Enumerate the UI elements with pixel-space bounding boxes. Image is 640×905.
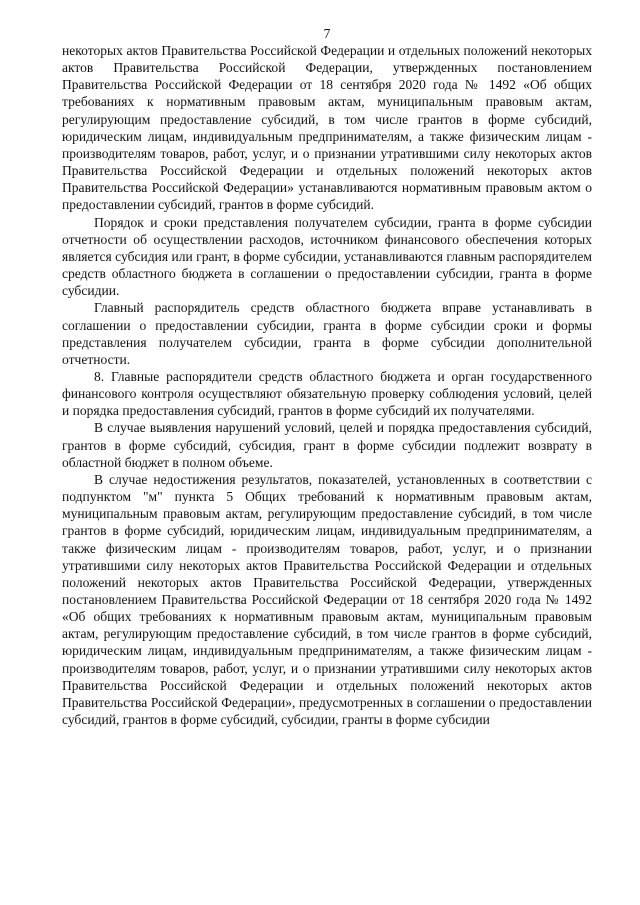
page-number: 7 <box>323 26 331 41</box>
paragraph-4: 8. Главные распорядители средств областного бюджета и орган государственного финансового контроля осуществляют обязательную проверку соблюдения условий, целей и порядка предоставления субсидий, грантов в форме субсидий их получателями. <box>62 368 592 419</box>
document-body <box>62 42 592 728</box>
paragraph-3: Главный распорядитель средств областного бюджета вправе устанавливать в соглашении о предоставлении субсидии, гранта в форме субсидии сроки и формы представления получателем субсидии, гранта в форме субсидии дополнительной отчетности. <box>62 300 592 367</box>
paragraph-2: Порядок и сроки представления получателем субсидии, гранта в форме субсидии отчетности об осуществлении расходов, источником финансового обеспечения которых является субсидия или грант, в форме субсидии, устанавливаются главным распорядителем средств областного бюджета в соглашении о предоставлении субсидии, гранта в форме субсидии. <box>62 214 592 299</box>
paragraph-1: некоторых актов Правительства Российской Федерации и отдельных положений некоторых актов Правительства Российской Федерации, утвержденных постановлением Правительства Российской Федерации от 18 сентября 2020 года № 1492 «Об общих требованиях к нормативным правовым актам, муниципальным правовым актам, регулирующим предоставление субсидий, в том числе грантов в форме субсидий, юридическим лицам, индивидуальным предпринимателям, а также физическим лицам - производителям товаров, работ, услуг, и о признании утратившими силу некоторых актов Правительства Российской Федерации и отдельных положений некоторых актов Правительства Российской Федерации» устанавливаются нормативным правовым актом о предоставлении субсидий, грантов в форме субсидий. <box>62 43 592 213</box>
paragraph-6: В случае недостижения результатов, показателей, установленных в соответствии с подпунктом "м" пункта 5 Общих требований к нормативным правовым актам, муниципальным правовым актам, регулирующим предоставление субсидий, в том числе грантов в форме субсидий, юридическим лицам, индивидуальным предпринимателям, а также физическим лицам - производителям товаров, работ, услуг, и о признании утратившими силу некоторых актов Правительства Российской Федерации и отдельных положений некоторых актов Правительства Российской Федерации, утвержденных постановлением Правительства Российской Федерации от 18 сентября 2020 года № 1492 «Об общих требованиях к нормативным правовым актам, муниципальным правовым актам, регулирующим предоставление субсидий, в том числе грантов в форме субсидий, юридическим лицам, индивидуальным предпринимателям, а также физическим лицам - производителям товаров, работ, услуг, и о признании утратившими силу некоторых актов Правительства Российской Федерации и отдельных положений некоторых актов Правительства Российской Федерации», предусмотренных в соглашении о предоставлении субсидий, грантов в форме субсидий, субсидии, гранты в форме субсидии <box>62 471 592 728</box>
paragraph-5: В случае выявления нарушений условий, целей и порядка предоставления субсидий, грантов в форме субсидий, субсидия, грант в форме субсидии подлежит возврату в областной бюджет в полном объеме. <box>62 420 592 470</box>
